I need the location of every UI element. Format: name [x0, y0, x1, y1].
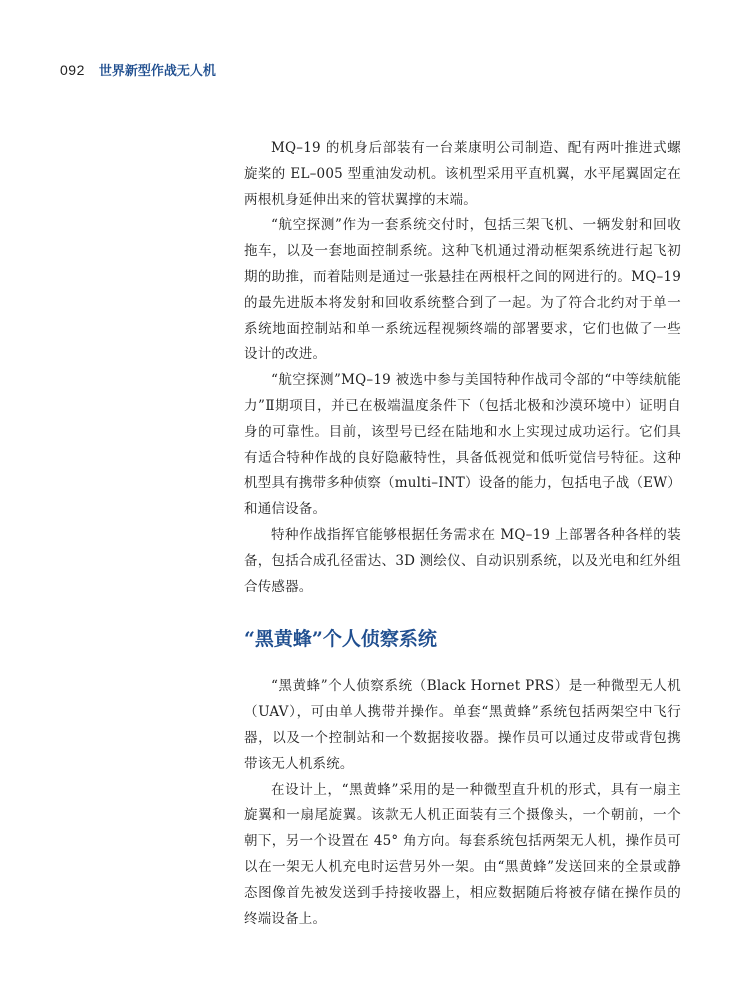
page-number: 092	[60, 62, 85, 78]
page-body	[244, 136, 681, 932]
running-head	[60, 60, 216, 79]
body-paragraph: 在设计上，“黑黄蜂”采用的是一种微型直升机的形式，具有一扇主旋翼和一扇尾旋翼。该款无人机正面装有三个摄像头，一个朝前，一个朝下，另一个设置在 45° 角方向。每套系统包括两架无人机，操作员可以在一架无人机充电时运营另外一架。由“黑黄蜂”发送回来的全景或静态图像首先被发送到手持接收器上，相应数据随后将被存储在操作员的终端设备上。	[244, 781, 681, 927]
body-paragraph: 特种作战指挥官能够根据任务需求在 MQ–19 上部署各种各样的装备，包括合成孔径雷达、3D 测绘仪、自动识别系统，以及光电和红外组合传感器。	[244, 526, 681, 595]
body-paragraph: “黑黄蜂”个人侦察系统（Black Hornet PRS）是一种微型无人机（UAV），可由单人携带并操作。单套“黑黄蜂”系统包括两架空中飞行器，以及一个控制站和一个数据接收器。操作员可以通过皮带或背包携带该无人机系统。	[244, 678, 681, 772]
section-heading: “黑黄蜂”个人侦察系统	[244, 628, 437, 651]
body-paragraph: MQ–19 的机身后部装有一台莱康明公司制造、配有两叶推进式螺旋桨的 EL–005 型重油发动机。该机型采用平直机翼，水平尾翼固定在两根机身延伸出来的管状翼撑的末端。	[244, 140, 681, 208]
book-title: 世界新型作战无人机	[98, 64, 216, 79]
body-paragraph: “航空探测”MQ–19 被选中参与美国特种作战司令部的“中等续航能力”Ⅱ期项目，并已在极端温度条件下（包括北极和沙漠环境中）证明自身的可靠性。目前，该型号已经在陆地和水上实现过成功运行。它们具有适合特种作战的良好隐蔽特性，具备低视觉和低听觉信号特征。这种机型具有携带多种侦察（multi–INT）设备的能力，包括电子战（EW）和通信设备。	[244, 372, 681, 518]
body-paragraph: “航空探测”作为一套系统交付时，包括三架飞机、一辆发射和回收拖车，以及一套地面控制系统。这种飞机通过滑动框架系统进行起飞初期的助推，而着陆则是通过一张悬挂在两根杆之间的网进行的。MQ–19 的最先进版本将发射和回收系统整合到了一起。为了符合北约对于单一系统地面控制站和单一系统远程视频终端的部署要求，它们也做了一些设计的改进。	[244, 217, 681, 363]
